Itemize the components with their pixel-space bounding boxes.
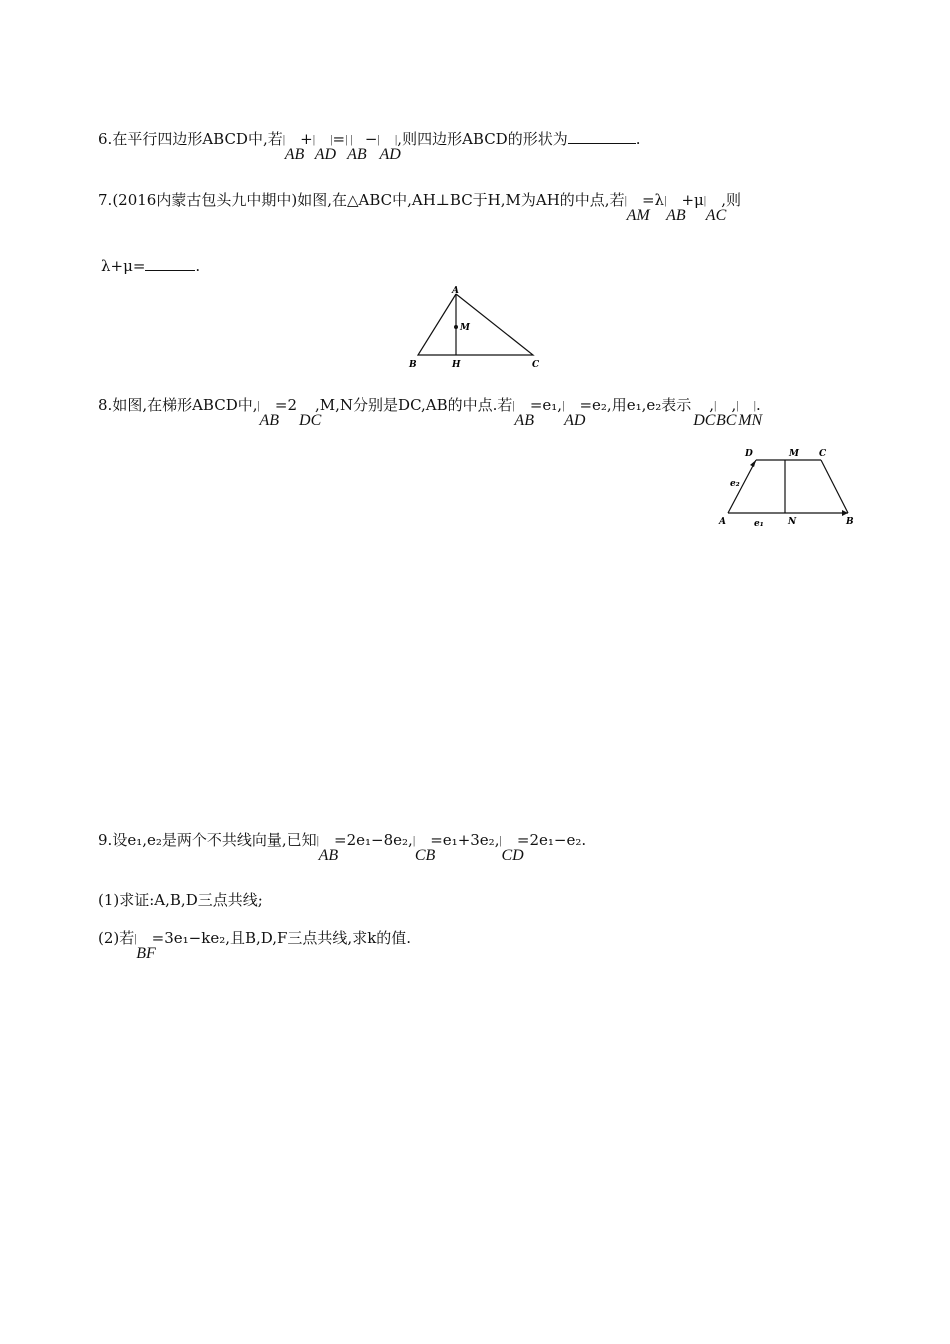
label-c: C: [532, 360, 540, 370]
vector-ad-2: | | AD: [377, 132, 401, 163]
vector-dc: DC: [299, 412, 322, 429]
vector-bf: | BF: [134, 931, 156, 962]
question-8: 8.如图,在梯形ABCD中,| AB =2 DC ,M,N分别是DC,AB的中点.若| AB =e₁,| AD =e₂,用e₁,e₂表示 DC ,| BC ,| | MN .: [98, 396, 763, 429]
triangle-figure: [405, 284, 545, 374]
vector-cb: | CB: [412, 833, 436, 864]
question-6: 6.在平行四边形ABCD中,若| AB +| | AD =| | AB −| | AD ,则四边形ABCD的形状为 .: [98, 130, 641, 163]
q8-text-b: ,M,N分别是DC,AB的中点.若: [315, 396, 513, 414]
label-m: M: [460, 323, 470, 333]
label-a: A: [719, 517, 726, 527]
vector-am: | AM: [624, 193, 650, 224]
label-e2: e₂: [730, 479, 740, 489]
side-bc: [821, 460, 848, 513]
vector-ab-2: | AB: [512, 398, 534, 429]
q7-number: 7.: [98, 191, 113, 209]
label-h: H: [452, 360, 461, 370]
q7-text-b: ,则: [721, 191, 741, 209]
label-c: C: [819, 449, 827, 459]
q7-text-a: (2016内蒙古包头九中期中)如图,在△ABC中,AH⊥BC于H,M为AH的中点,若: [112, 191, 625, 209]
label-d: D: [745, 449, 753, 459]
vector-ab: | AB: [664, 193, 686, 224]
answer-blank: [145, 256, 195, 271]
vector-mn: | | MN: [736, 398, 763, 429]
answer-blank: [568, 129, 636, 144]
vector-ac: | AC: [703, 193, 727, 224]
trapezoid-figure: [712, 444, 862, 534]
q6-number: 6.: [98, 130, 113, 148]
q6-text-a: 在平行四边形ABCD中,若: [112, 130, 283, 148]
question-9-part-1: (1)求证:A,B,D三点共线;: [98, 891, 263, 909]
q9-text-a: 设e₁,e₂是两个不共线向量,已知: [112, 831, 317, 849]
triangle-outline: [418, 294, 533, 355]
label-b: B: [409, 360, 417, 370]
minus-sign: −: [364, 130, 378, 148]
question-7-line-2: λ+μ= .: [101, 257, 201, 275]
vector-dc-2: DC: [693, 412, 716, 429]
q9-number: 9.: [98, 831, 113, 849]
vector-ab-2: | | AB: [345, 132, 367, 163]
label-e1: e₁: [754, 519, 764, 529]
vector-bc: | BC: [714, 398, 737, 429]
plus-sign: +: [300, 130, 313, 148]
arrowhead-e2: [750, 460, 756, 467]
label-n: N: [788, 517, 797, 527]
vector-cd: | CD: [499, 833, 524, 864]
label-m: M: [789, 449, 799, 459]
vector-ab: | AB: [282, 132, 305, 163]
q6-text-b: ,则四边形ABCD的形状为: [397, 130, 568, 148]
q8-text-a: 如图,在梯形ABCD中,: [112, 396, 258, 414]
question-7: 7.(2016内蒙古包头九中期中)如图,在△ABC中,AH⊥BC于H,M为AH的中点,若| AM =λ| AB +μ| AC ,则: [98, 191, 741, 224]
label-b: B: [846, 517, 854, 527]
question-9-part-2: (2)若| BF =3e₁−ke₂,且B,D,F三点共线,求k的值.: [98, 929, 412, 962]
q8-number: 8.: [98, 396, 113, 414]
vector-ad: | | AD: [312, 132, 337, 163]
label-a: A: [452, 286, 459, 296]
midpoint-m: [454, 325, 458, 329]
equals-sign: =: [332, 130, 346, 148]
vector-ab: | AB: [316, 833, 339, 864]
question-9: 9.设e₁,e₂是两个不共线向量,已知| AB =2e₁−8e₂,| CB =e₁+3e₂,| CD =2e₁−e₂.: [98, 831, 587, 864]
vector-ab: | AB: [257, 398, 280, 429]
vector-ad: | AD: [562, 398, 586, 429]
